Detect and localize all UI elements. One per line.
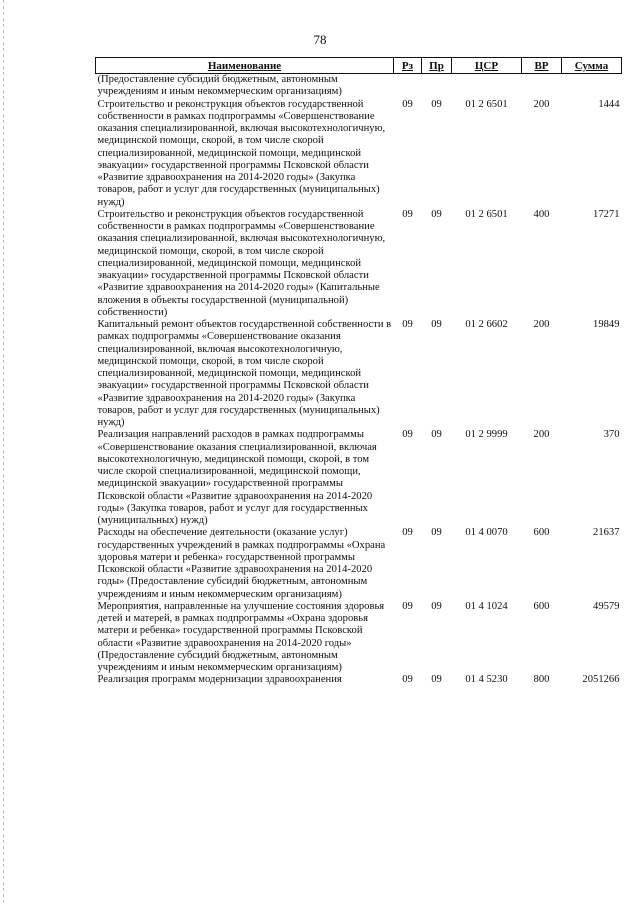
table-row bbox=[96, 74, 622, 99]
row-pr: 09 bbox=[431, 319, 442, 330]
row-rz: 09 bbox=[402, 527, 413, 539]
page-number: 78 bbox=[313, 32, 327, 47]
table-row bbox=[96, 209, 622, 319]
row-csr: 01 2 6602 bbox=[465, 319, 508, 330]
header-vr: ВР bbox=[522, 58, 562, 74]
row-vr: 600 bbox=[533, 600, 550, 612]
table-row bbox=[96, 319, 622, 429]
header-rz: Рз bbox=[394, 58, 422, 74]
row-pr: 09 bbox=[431, 527, 442, 539]
header-csr: ЦСР bbox=[452, 58, 522, 74]
row-vr: 200 bbox=[533, 98, 550, 110]
table-row bbox=[96, 674, 622, 686]
row-name: Реализация направлений расходов в рамках подпрограммы «Совершенствование оказания специализированной, включая высокотехнологичную, медицинской помощи, скорой, в том числе скорой специализированной, медицинской помощи, медицинской эвакуации» государственной программы Псковской области «Развитие здравоохранения на 2014-2020 годы» (Закупка товаров, работ и услуг для государственных (муниципальных) нужд) bbox=[97, 429, 377, 526]
row-rz: 09 bbox=[402, 429, 413, 441]
header-sum: Сумма bbox=[562, 58, 622, 74]
row-vr bbox=[522, 74, 562, 99]
row-pr: 09 bbox=[431, 600, 442, 612]
row-sum: 2051266 bbox=[582, 674, 620, 686]
header-pr: Пр bbox=[422, 58, 452, 74]
table-row bbox=[96, 601, 622, 675]
row-vr: 200 bbox=[533, 429, 550, 441]
row-sum: 21637 bbox=[593, 527, 620, 539]
row-vr: 400 bbox=[533, 208, 550, 220]
row-sum: 370 bbox=[603, 429, 620, 441]
row-csr: 01 2 9999 bbox=[465, 429, 508, 441]
row-rz: 09 bbox=[402, 208, 413, 220]
row-csr: 01 4 0070 bbox=[465, 527, 508, 539]
row-name: Реализация программ модернизации здравоохранения bbox=[97, 674, 342, 686]
row-vr: 600 bbox=[533, 527, 550, 539]
row-sum bbox=[562, 74, 622, 99]
row-vr: 800 bbox=[533, 674, 550, 686]
row-name: Мероприятия, направленные на улучшение состояния здоровья детей и матерей, в рамках подпрограммы «Охрана здоровья матери и ребенка» государственной программы Псковской области «Развитие здравоохранения на 2014-2020 годы» (Предоставление субсидий бюджетным, автономным учреждениям и иным некоммерческим организациям) bbox=[97, 600, 385, 673]
table-header-row bbox=[96, 58, 622, 74]
row-rz: 09 bbox=[402, 98, 413, 110]
table-row bbox=[96, 99, 622, 209]
row-csr: 01 4 1024 bbox=[465, 600, 508, 612]
row-pr: 09 bbox=[431, 429, 442, 441]
row-sum: 49579 bbox=[593, 600, 620, 612]
row-name: Строительство и реконструкция объектов государственной собственности в рамках подпрограммы «Совершенствование оказания специализированной, включая высокотехнологичную, медицинской помощи, скорой, в том числе скорой специализированной, медицинской помощи, медицинской эвакуации» государственной программы Псковской области «Развитие здравоохранения на 2014-2020 годы» (Закупка товаров, работ и услуг для государственных (муниципальных) нужд) bbox=[97, 98, 386, 208]
row-vr: 200 bbox=[533, 319, 550, 330]
row-pr bbox=[422, 74, 452, 99]
header-name: Наименование bbox=[96, 58, 394, 74]
row-csr bbox=[452, 74, 522, 99]
row-csr: 01 4 5230 bbox=[465, 674, 508, 686]
row-csr: 01 2 6501 bbox=[465, 98, 508, 110]
row-rz: 09 bbox=[402, 319, 413, 330]
row-sum: 19849 bbox=[593, 319, 620, 330]
row-pr: 09 bbox=[431, 208, 442, 220]
row-name: Строительство и реконструкция объектов государственной собственности в рамках подпрограммы «Совершенствование оказания специализированной, включая высокотехнологичную, медицинской помощи, скорой, в том числе скорой специализированной, медицинской помощи, медицинской эвакуации» государственной программы Псковской области «Развитие здравоохранения на 2014-2020 годы» (Капитальные вложения в объекты государственной (муниципальной) собственности) bbox=[97, 208, 386, 318]
row-name: Расходы на обеспечение деятельности (оказание услуг) государственных учреждений в рамках подпрограммы «Охрана здоровья матери и ребенка» государственной программы Псковской области «Развитие здравоохранения на 2014-2020 годы» (Предоставление субсидий бюджетным, автономным учреждениям и иным некоммерческим организациям) bbox=[97, 527, 386, 600]
row-name: Капитальный ремонт объектов государственной собственности в рамках подпрограммы «Совершенствование оказания специализированной, включая высокотехнологичную, медицинской помощи, скорой, в том числе скорой специализированной, медицинской помощи, медицинской эвакуации» государственной программы Псковской области «Развитие здравоохранения на 2014-2020 годы» (Закупка товаров, работ и услуг для государственных (муниципальных) нужд) bbox=[97, 319, 392, 428]
row-rz bbox=[394, 74, 422, 99]
row-csr: 01 2 6501 bbox=[465, 208, 508, 220]
scan-margin-line bbox=[3, 0, 4, 905]
table-row bbox=[96, 429, 622, 527]
row-rz: 09 bbox=[402, 674, 413, 686]
row-pr: 09 bbox=[431, 98, 442, 110]
row-rz: 09 bbox=[402, 600, 413, 612]
row-pr: 09 bbox=[431, 674, 442, 686]
row-sum: 1444 bbox=[598, 98, 620, 110]
row-sum: 17271 bbox=[593, 208, 620, 220]
table-row bbox=[96, 527, 622, 601]
row-name: (Предоставление субсидий бюджетным, автономным учреждениям и иным некоммерческим организациям) bbox=[97, 74, 342, 98]
budget-table bbox=[95, 57, 622, 687]
